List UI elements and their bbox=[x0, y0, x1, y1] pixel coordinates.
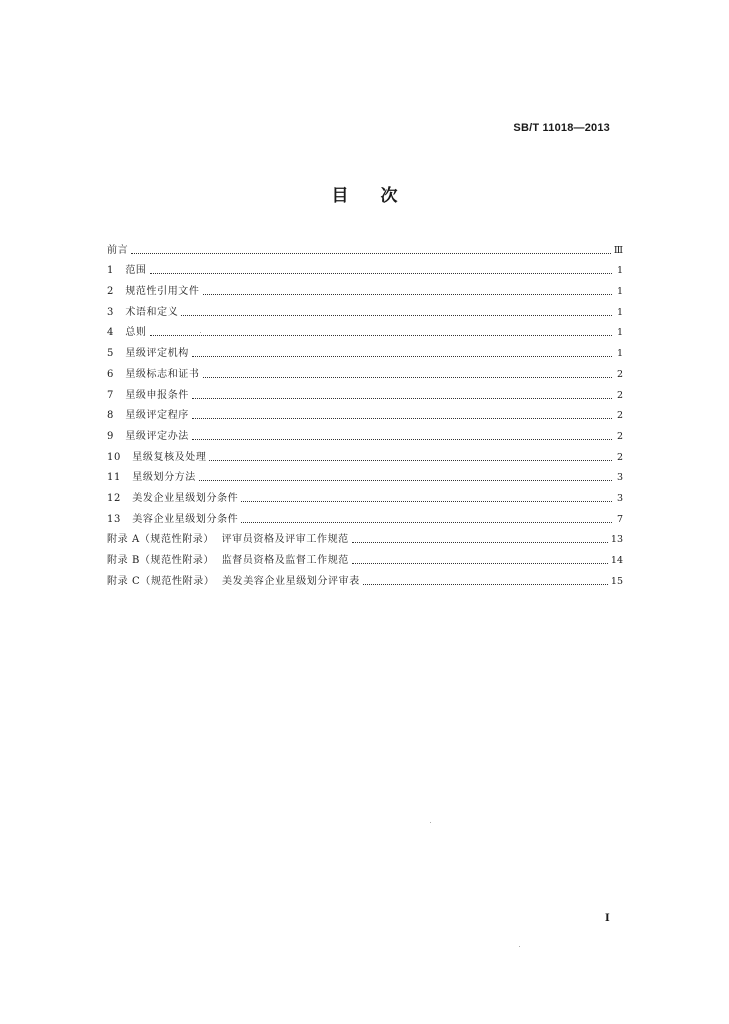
toc-entry-page: 2 bbox=[616, 368, 623, 380]
toc-entry-page: 2 bbox=[616, 410, 623, 422]
toc-entry[interactable] bbox=[107, 402, 623, 423]
toc-leader-dots bbox=[150, 335, 612, 336]
toc-entry[interactable] bbox=[107, 298, 623, 319]
toc-leader-dots bbox=[192, 398, 612, 399]
toc-entry[interactable] bbox=[107, 484, 623, 505]
toc-entry-number: 12 bbox=[107, 492, 121, 504]
toc-entry-number: 8 bbox=[107, 410, 114, 422]
toc-entry-label bbox=[107, 327, 147, 339]
toc-entry-title: 范围 bbox=[125, 265, 147, 277]
toc-entry[interactable] bbox=[107, 339, 623, 360]
toc-leader-dots bbox=[203, 294, 612, 295]
toc-entry[interactable] bbox=[107, 464, 623, 485]
toc-entry-label bbox=[107, 307, 178, 319]
scan-speck bbox=[200, 332, 201, 333]
toc-entry-page: 1 bbox=[616, 327, 623, 339]
toc-entry-number: 3 bbox=[107, 306, 114, 318]
toc-entry-label bbox=[107, 390, 189, 402]
toc-entry-page: 2 bbox=[616, 430, 623, 442]
scan-speck bbox=[430, 822, 431, 823]
document-code: SB/T 11018—2013 bbox=[513, 122, 610, 134]
toc-entry[interactable] bbox=[107, 546, 623, 567]
toc-leader-dots bbox=[241, 501, 612, 502]
toc-entry-label bbox=[107, 534, 349, 546]
toc-entry-title: 星级申报条件 bbox=[125, 389, 189, 401]
toc-entry-number: 4 bbox=[107, 327, 114, 339]
toc-leader-dots bbox=[192, 439, 612, 440]
toc-entry-page: 1 bbox=[616, 265, 623, 277]
toc-entry[interactable] bbox=[107, 257, 623, 278]
toc-entry[interactable] bbox=[107, 505, 623, 526]
page-number: I bbox=[605, 913, 610, 924]
toc-entry-page: Ⅲ bbox=[613, 244, 623, 256]
toc-leader-dots bbox=[150, 273, 612, 274]
scan-speck bbox=[519, 946, 520, 947]
toc-leader-dots bbox=[241, 522, 612, 523]
toc-entry-page: 3 bbox=[616, 472, 623, 484]
toc-leader-dots bbox=[131, 253, 611, 254]
toc-entry-page: 2 bbox=[616, 451, 623, 463]
toc-leader-dots bbox=[363, 584, 608, 585]
toc-entry-number: 2 bbox=[107, 286, 114, 298]
toc-leader-dots bbox=[209, 460, 612, 461]
toc-entry-title: 星级标志和证书 bbox=[125, 368, 200, 380]
toc-entry-title: 美发企业星级划分条件 bbox=[132, 492, 239, 504]
toc-entry-number: 9 bbox=[107, 430, 114, 442]
toc-entry[interactable] bbox=[107, 360, 623, 381]
toc-leader-dots bbox=[352, 563, 608, 564]
toc-entry-label bbox=[107, 286, 200, 298]
toc-entry[interactable] bbox=[107, 381, 623, 402]
toc-leader-dots bbox=[192, 356, 612, 357]
toc-entry-title: 星级评定程序 bbox=[125, 410, 189, 422]
toc-entry[interactable] bbox=[107, 526, 623, 547]
toc-entry-title: 总则 bbox=[125, 327, 147, 339]
toc-entry-page: 1 bbox=[616, 286, 623, 298]
toc-entry-number: 1 bbox=[107, 265, 114, 277]
toc-entry-label bbox=[107, 576, 360, 588]
toc-entry-number: 10 bbox=[107, 451, 121, 463]
toc-entry-number: 附录 B（规范性附录） bbox=[107, 555, 215, 566]
toc-entry-label bbox=[107, 472, 196, 484]
toc-entry-title: 美容企业星级划分条件 bbox=[132, 513, 239, 525]
toc-entry-label bbox=[107, 493, 238, 505]
toc-entry-label bbox=[107, 348, 189, 360]
toc-leader-dots bbox=[203, 377, 612, 378]
toc-entry[interactable] bbox=[107, 443, 623, 464]
toc-entry-number: 11 bbox=[107, 472, 121, 484]
toc-entry-label bbox=[107, 369, 200, 381]
toc-leader-dots bbox=[199, 480, 612, 481]
toc-entry-page: 15 bbox=[610, 575, 623, 587]
toc-entry-page: 7 bbox=[616, 513, 623, 525]
toc-entry-title: 监督员资格及监督工作规范 bbox=[221, 555, 349, 566]
toc-entry[interactable] bbox=[107, 422, 623, 443]
toc-entry[interactable] bbox=[107, 567, 623, 588]
toc-entry[interactable] bbox=[107, 277, 623, 298]
toc-entry-label bbox=[107, 452, 206, 464]
toc-entry-page: 14 bbox=[610, 555, 623, 566]
table-of-contents bbox=[107, 236, 623, 588]
toc-entry-page: 13 bbox=[610, 534, 623, 546]
toc-entry-title: 星级划分方法 bbox=[132, 472, 196, 484]
toc-entry[interactable] bbox=[107, 319, 623, 340]
toc-entry-title: 星级评定机构 bbox=[125, 348, 189, 360]
toc-leader-dots bbox=[181, 315, 612, 316]
toc-entry-label bbox=[107, 265, 147, 277]
toc-entry-title: 星级复核及处理 bbox=[132, 451, 207, 463]
toc-entry-number: 5 bbox=[107, 348, 114, 360]
toc-entry-number: 13 bbox=[107, 513, 121, 525]
toc-entry-label bbox=[107, 555, 349, 567]
toc-entry-number: 附录 A（规范性附录） bbox=[107, 534, 215, 546]
toc-entry-title: 前言 bbox=[107, 244, 129, 256]
toc-entry-page: 3 bbox=[616, 492, 623, 504]
toc-entry-title: 规范性引用文件 bbox=[125, 286, 200, 298]
toc-entry-page: 1 bbox=[616, 306, 623, 318]
toc-entry-title: 评审员资格及评审工作规范 bbox=[221, 534, 349, 546]
toc-entry-title: 美发美容企业星级划分评审表 bbox=[222, 575, 360, 587]
toc-leader-dots bbox=[192, 418, 612, 419]
toc-entry-page: 2 bbox=[616, 389, 623, 401]
toc-leader-dots bbox=[352, 542, 608, 543]
toc-entry-number: 7 bbox=[107, 389, 114, 401]
toc-entry-page: 1 bbox=[616, 348, 623, 360]
toc-entry-number: 6 bbox=[107, 368, 114, 380]
toc-entry-label bbox=[107, 431, 189, 443]
toc-entry-title: 术语和定义 bbox=[125, 306, 179, 318]
toc-entry-label bbox=[107, 514, 238, 526]
toc-entry-number: 附录 C（规范性附录） bbox=[107, 575, 215, 587]
toc-entry-label bbox=[107, 410, 189, 422]
toc-entry-label bbox=[107, 245, 128, 257]
toc-title: 目次 bbox=[331, 186, 430, 206]
toc-entry-title: 星级评定办法 bbox=[125, 430, 189, 442]
toc-entry[interactable] bbox=[107, 236, 623, 257]
